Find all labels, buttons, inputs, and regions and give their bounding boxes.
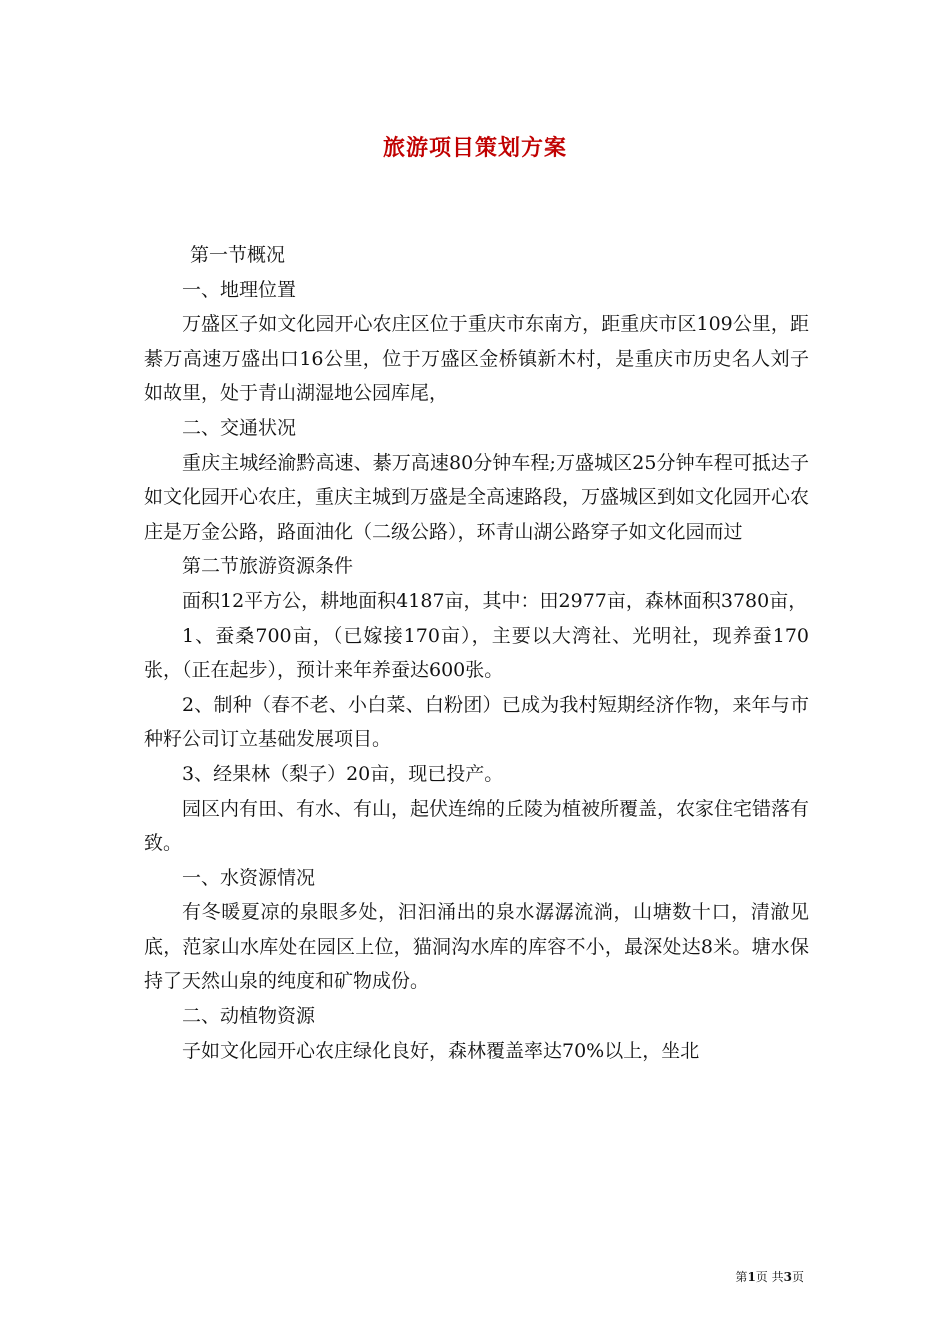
subsection-heading: 二、动植物资源 [182,1005,316,1028]
paragraph: 1、蚕桑700亩，（已嫁接170亩），主要以大湾社、光明社，现养蚕170张，（正在起步），预计来年养蚕达600张。 [144,624,809,682]
paragraph: 2、制种（春不老、小白菜、白粉团）已成为我村短期经济作物，来年与市种籽公司订立基础发展项目。 [144,693,809,751]
paragraph: 园区内有田、有水、有山，起伏连绵的丘陵为植被所覆盖，农家住宅错落有致。 [144,797,810,855]
footer-middle: 页 共 [755,1270,784,1284]
paragraph: 万盛区子如文化园开心农庄区位于重庆市东南方，距重庆市区109公里，距綦万高速万盛出口16公里，位于万盛区金桥镇新木村，是重庆市历史名人刘子如故里，处于青山湖湿地公园库尾， [144,313,809,405]
footer-current-page: 1 [747,1270,756,1284]
subsection-heading: 一、地理位置 [182,278,297,301]
footer-prefix: 第 [735,1270,748,1284]
subsection-heading: 一、水资源情况 [182,866,316,889]
footer-suffix: 页 [791,1270,804,1284]
subsection-heading: 二、交通状况 [182,416,297,439]
paragraph: 有冬暖夏凉的泉眼多处，汩汩涌出的泉水潺潺流淌，山塘数十口，清澈见底，范家山水库处在园区上位，猫洞沟水库的库容不小，最深处达8米。塘水保持了天然山泉的纯度和矿物成份。 [144,901,809,993]
document-title: 旅游项目策划方案 [382,135,567,161]
paragraph: 子如文化园开心农庄绿化良好，森林覆盖率达70%以上，坐北 [182,1039,700,1062]
page-footer [735,1268,804,1285]
paragraph: 面积12平方公，耕地面积4187亩，其中：田2977亩，森林面积3780亩， [182,589,808,612]
section-heading: 第一节概况 [190,244,286,266]
paragraph: 重庆主城经渝黔高速、綦万高速80分钟车程;万盛城区25分钟车程可抵达子如文化园开心农庄，重庆主城到万盛是全高速路段，万盛城区到如文化园开心农庄是万金公路，路面油化（二级公路），环青山湖公路穿子如文化园而过 [144,451,810,543]
document-body [144,238,809,1068]
section-heading: 第二节旅游资源条件 [182,555,354,578]
paragraph: 3、经果林（梨子）20亩，现已投产。 [182,762,504,785]
footer-total-pages: 3 [783,1270,792,1284]
